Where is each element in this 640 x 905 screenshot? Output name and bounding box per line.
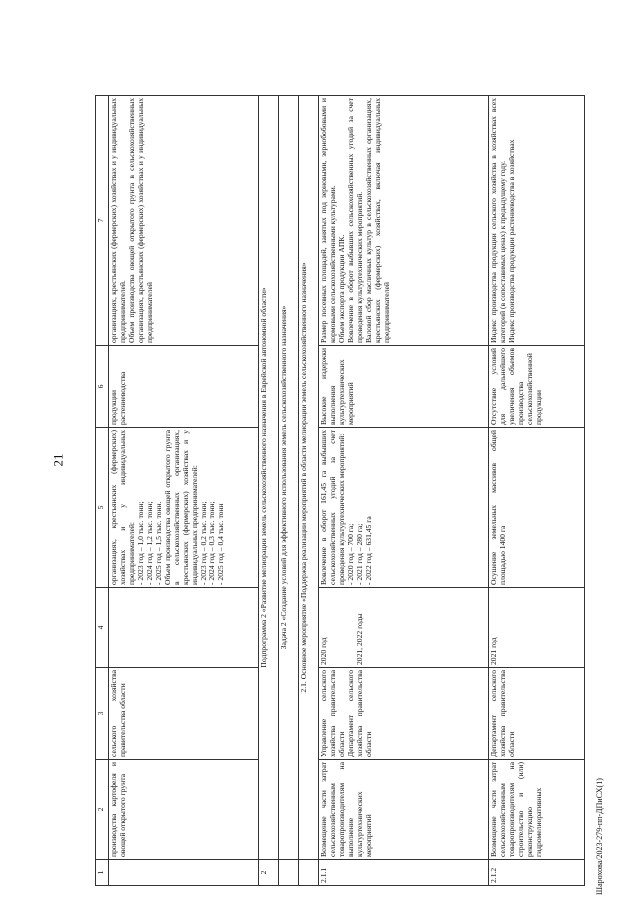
row-consequence: Отсутствие условий для дальнейшего увеличения объемов производства сельскохозяйственной продукции: [489, 346, 585, 428]
header-cell-6: 6: [96, 346, 109, 428]
main-event-title: 2.1. Основное мероприятие «Поддержка реализации мероприятий в области мелиорации земель сельскохозяйственного назначения»: [299, 96, 319, 860]
cont-consequence: продукции растениеводства: [109, 346, 259, 428]
header-cell-2: 2: [96, 760, 109, 860]
task-num: [279, 860, 299, 886]
header-row: [96, 96, 109, 886]
header-cell-5: 5: [96, 428, 109, 588]
row-period: 2020 год 2021, 2022 годы: [319, 588, 489, 668]
cont-name: производства картофеля и овощей открытого грунта: [109, 760, 259, 860]
main-event-row: [299, 96, 319, 886]
cont-period: [109, 588, 259, 668]
row-indicators: Индекс производства продукции сельского хозяйства в хозяйствах всех категорий (в сопоставимых ценах) к предыдущему году. Индекс производства продукции растениеводства в хозяйствах: [489, 96, 585, 346]
section-number: 2: [259, 860, 279, 886]
cont-num: [109, 860, 259, 886]
table-row: [489, 96, 585, 886]
row-num: 2.1.2: [489, 860, 585, 886]
cont-indicators: организациях, крестьянских (фермерских) хозяйствах и у индивидуальных предпринимателей. Объем производства овощей открытого грунта в сельскохозяйственных организациях, крестьянских (фермерских) хозяйствах и у индивидуальных предпринимателей: [109, 96, 259, 346]
table-row-continued: [109, 96, 259, 886]
subprogram-row: [259, 96, 279, 886]
row-executor: Департамент сельского хозяйства правительства области: [489, 668, 585, 760]
measures-table: [95, 95, 585, 886]
task-row: [279, 96, 299, 886]
row-name: Возмещение части затрат сельскохозяйственным товаропроизводителям на строительство и (или) реконструкцию гидромелиоративных: [489, 760, 585, 860]
header-cell-4: 4: [96, 588, 109, 668]
subprogram-title: Подпрограмма 2 «Развитие мелиорации земель сельскохозяйственного назначения в Еврейской автономной области»: [259, 96, 279, 860]
header-cell-7: 7: [96, 96, 109, 346]
row-indicators: Размер посевных площадей, занятых под зерновыми, зернобобовыми и кормовыми сельскохозяйственными культурами. Объем экспорта продукции АПК. Вовлечение в оборот выбывших сельскохозяйственных угодий за счет проведения культуртехнических мероприятий. Валовой сбор масличных культур в сельскохозяйственных организациях, крестьянских (фермерских) хозяйствах, включая индивидуальных предпринимателей: [319, 96, 489, 346]
row-executor: Управление сельского хозяйства правительства области Департамент сельского хозяйства правительства области: [319, 668, 489, 760]
rotated-table-container: [95, 96, 585, 886]
task-title: Задача 2 «Создание условий для эффективного использования земель сельскохозяйственного назначения»: [279, 96, 299, 860]
table-row: [319, 96, 489, 886]
page-number: 21: [50, 453, 66, 467]
row-consequence: Высокие издержки выполнения культуртехнических мероприятий: [319, 346, 489, 428]
row-num: 2.1.1: [319, 860, 489, 886]
main-event-num: [299, 860, 319, 886]
row-result: Вовлечение в оборот 161,45 га выбывших сельскохозяйственных угодий за счет проведения культуртехнических мероприятий: - 2020 год – 700 га; - 2021 год – 280 га; - 2022 год – 631,45 га: [319, 428, 489, 588]
header-cell-3: 3: [96, 668, 109, 760]
document-code: Шарохова/2023-279-пп-ДПиСХ(1): [595, 778, 604, 895]
row-name: Возмещение части затрат сельскохозяйственным товаропроизводителям на выполнение культуртехнических мероприятий: [319, 760, 489, 860]
cont-result: организациях, крестьянских (фермерских) хозяйствах и у индивидуальных предпринимателей: - 2023 год – 1,0 тыс. тонн; - 2024 год – 1,2 тыс. тонн; - 2025 год – 1,5 тыс. тонн. Объем производства овощей открытого грунта в сельскохозяйственных организациях, крестьянских (фермерских) хозяйствах и у индивидуальных предпринимателей: - 2023 год – 0,2 тыс. тонн; - 2024 год – 0,3 тыс. тонн; - 2025 год – 0,4 тыс. тонн: [109, 428, 259, 588]
header-cell-1: 1: [96, 860, 109, 886]
row-period: 2021 год: [489, 588, 585, 668]
row-result: Осушение земельных массивов общей площадью 1400 га: [489, 428, 585, 588]
cont-executor: сельского хозяйства правительства области: [109, 668, 259, 760]
